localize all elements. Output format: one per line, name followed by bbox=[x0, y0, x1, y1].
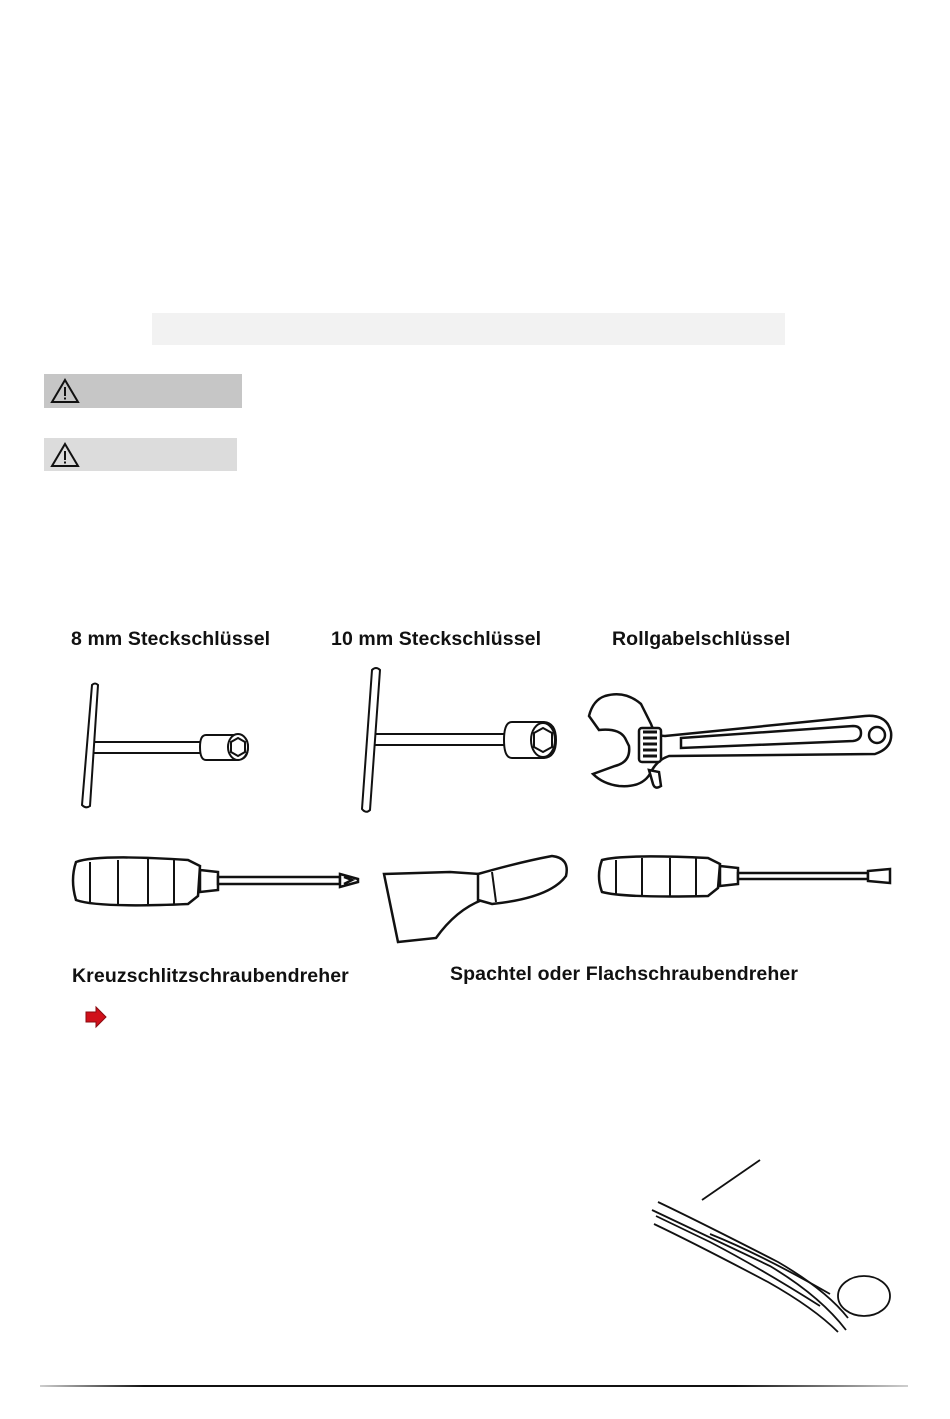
warning-triangle-icon bbox=[50, 442, 80, 468]
warning-triangle-icon bbox=[50, 378, 80, 404]
label-spatula-flat-screwdriver: Spachtel oder Flachschraubendreher bbox=[450, 963, 799, 985]
label-socket-10mm: 10 mm Steckschlüssel bbox=[331, 628, 542, 650]
footer-rule bbox=[40, 1385, 908, 1387]
label-adjustable-wrench: Rollgabelschlüssel bbox=[612, 628, 791, 650]
label-phillips-screwdriver: Kreuzschlitzschraubendreher bbox=[72, 965, 349, 987]
section-title-bar bbox=[152, 313, 785, 345]
t-socket-wrench-10mm-icon bbox=[356, 664, 566, 814]
warning-bar bbox=[44, 374, 242, 408]
red-arrow-icon bbox=[84, 1006, 108, 1028]
adjustable-wrench-icon bbox=[585, 688, 895, 794]
phillips-screwdriver-icon bbox=[68, 852, 363, 912]
spatula-icon bbox=[380, 852, 575, 944]
caution-bar bbox=[44, 438, 237, 471]
label-socket-8mm: 8 mm Steckschlüssel bbox=[71, 628, 271, 650]
spatula-on-gasket-illustration bbox=[650, 1158, 900, 1333]
flat-screwdriver-icon bbox=[596, 852, 896, 900]
t-socket-wrench-8mm-icon bbox=[78, 680, 258, 810]
